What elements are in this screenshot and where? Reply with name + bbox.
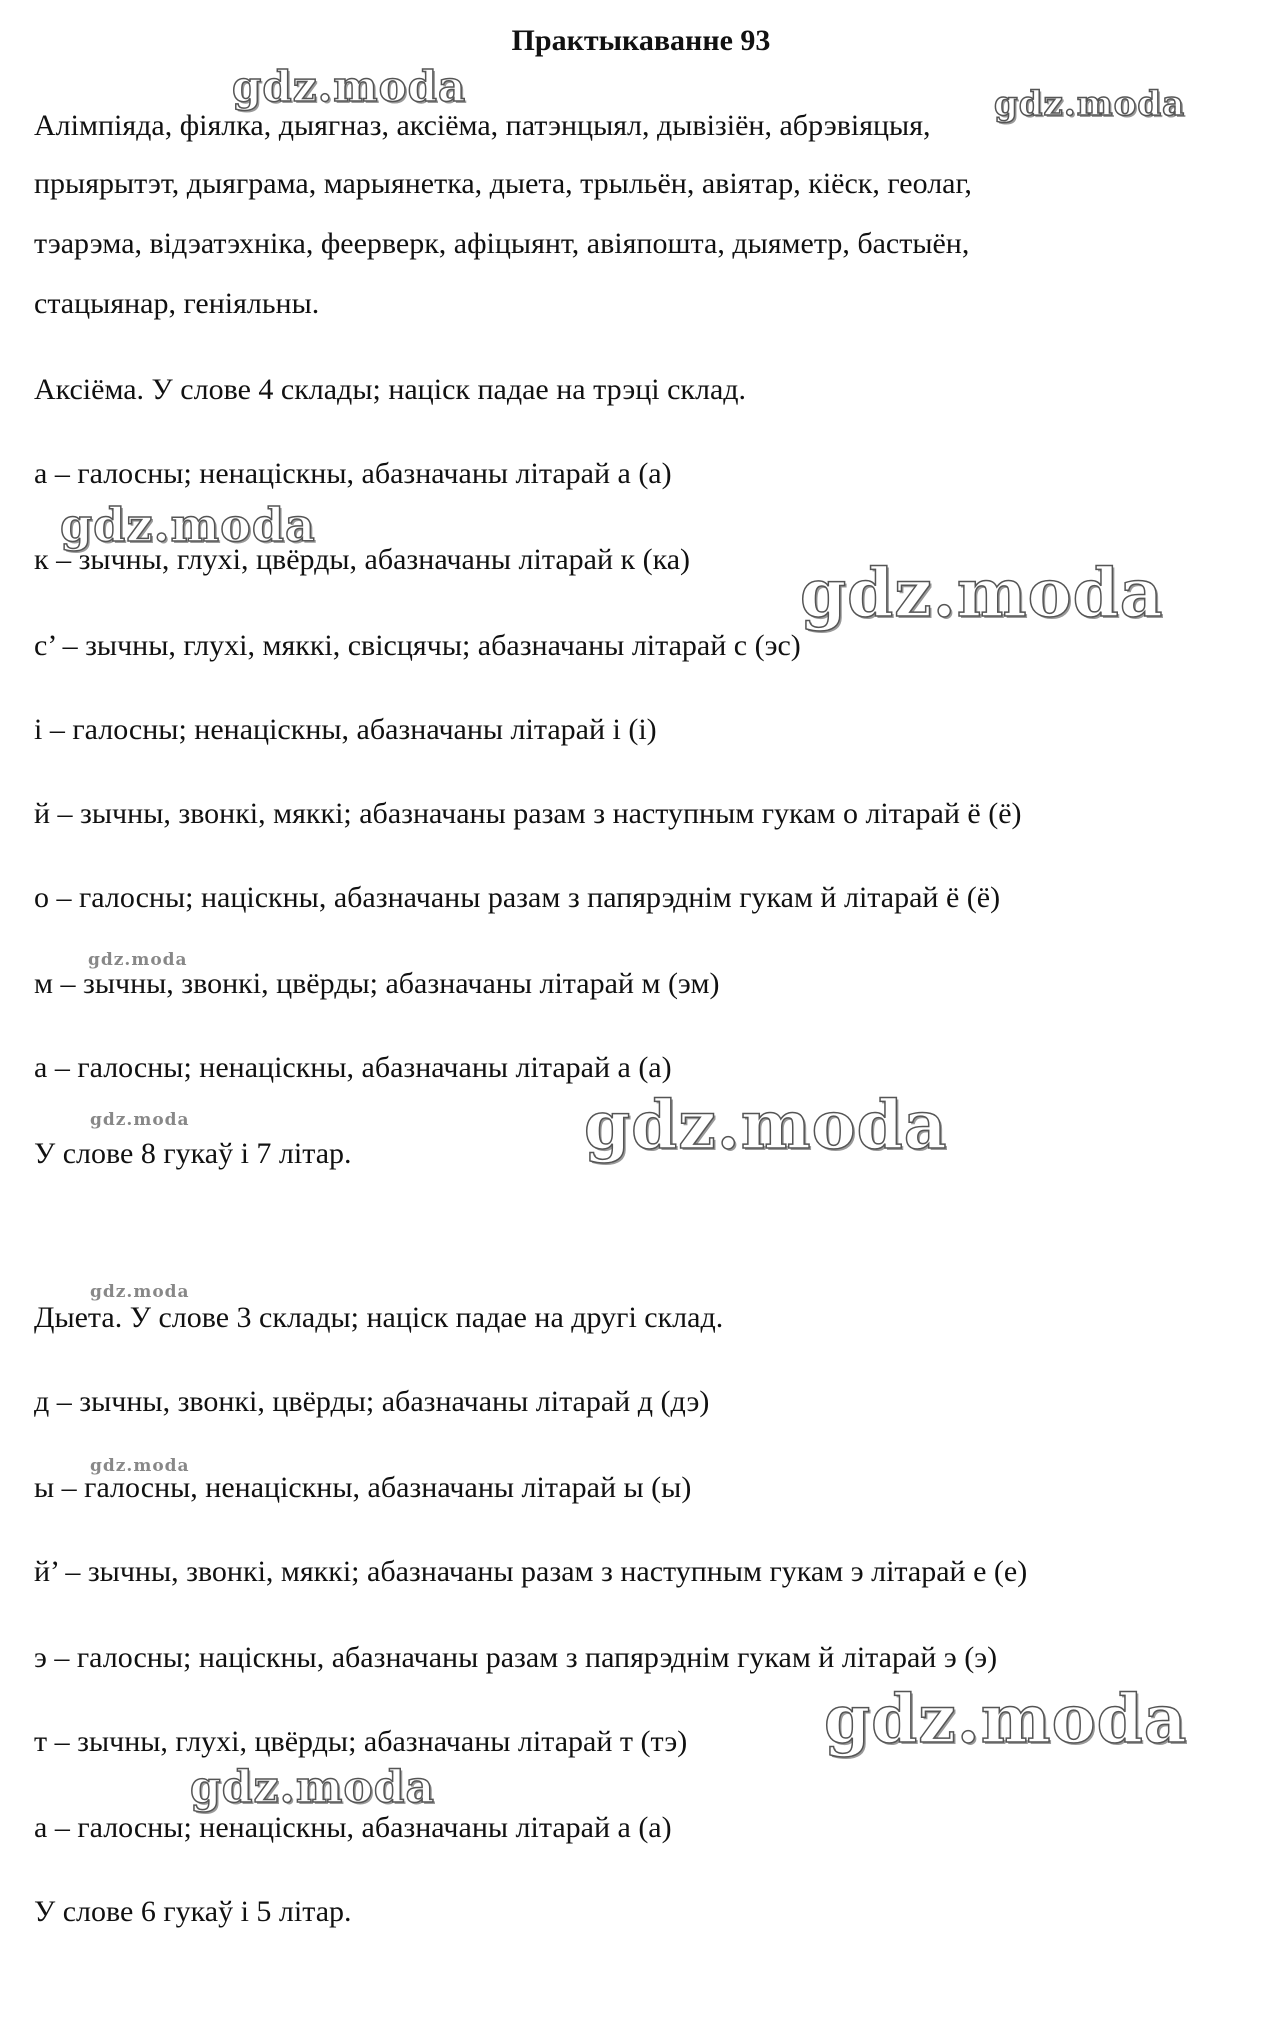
sound-line: а – галосны; ненаціскны, абазначаны літарай а (а) bbox=[34, 1051, 672, 1084]
sound-line: м – зычны, звонкі, цвёрды; абазначаны літарай м (эм) bbox=[34, 967, 720, 1000]
word-list-line: прыярытэт, дыяграма, марыянетка, дыета, трыльён, авіятар, кіёск, геолаг, bbox=[34, 167, 972, 200]
sound-line: к – зычны, глухі, цвёрды, абазначаны літарай к (ка) bbox=[34, 543, 691, 576]
sound-line: і – галосны; ненаціскны, абазначаны літарай і (і) bbox=[34, 713, 657, 746]
sound-line: э – галосны; націскны, абазначаны разам з папярэднім гукам й літарай э (э) bbox=[34, 1641, 998, 1674]
watermark: gdz.moda bbox=[90, 1456, 190, 1476]
watermark: gdz.moda bbox=[60, 498, 316, 552]
analysis-heading: Дыета. У слове 3 склады; націск падае на другі склад. bbox=[34, 1301, 724, 1334]
watermark: gdz.moda bbox=[88, 950, 188, 970]
sound-line: т – зычны, глухі, цвёрды; абазначаны літарай т (тэ) bbox=[34, 1725, 688, 1758]
word-list-line: тэарэма, відэатэхніка, феерверк, афіцыянт, авіяпошта, дыяметр, бастыён, bbox=[34, 227, 970, 260]
watermark: gdz.moda bbox=[232, 62, 467, 111]
watermark: gdz.moda bbox=[584, 1086, 948, 1164]
sound-line: а – галосны; ненаціскны, абазначаны літарай а (а) bbox=[34, 1811, 672, 1844]
analysis-summary: У слове 8 гукаў і 7 літар. bbox=[34, 1137, 352, 1170]
sound-line: а – галосны; ненаціскны, абазначаны літарай а (а) bbox=[34, 457, 672, 490]
sound-line: ы – галосны, ненаціскны, абазначаны літарай ы (ы) bbox=[34, 1471, 692, 1504]
sound-line: о – галосны; націскны, абазначаны разам з папярэднім гукам й літарай ё (ё) bbox=[34, 881, 1001, 914]
watermark: gdz.moda bbox=[824, 1680, 1188, 1758]
sound-line: д – зычны, звонкі, цвёрды; абазначаны літарай д (дэ) bbox=[34, 1385, 710, 1418]
analysis-heading: Аксіёма. У слове 4 склады; націск падае на трэці склад. bbox=[34, 373, 747, 406]
analysis-summary: У слове 6 гукаў і 5 літар. bbox=[34, 1895, 352, 1928]
watermark: gdz.moda bbox=[90, 1110, 190, 1130]
sound-line: с’ – зычны, глухі, мяккі, свісцячы; абазначаны літарай с (эс) bbox=[34, 629, 801, 662]
sound-line: й – зычны, звонкі, мяккі; абазначаны разам з наступным гукам о літарай ё (ё) bbox=[34, 797, 1022, 830]
word-list-line: стацыянар, геніяльны. bbox=[34, 287, 320, 320]
watermark: gdz.moda bbox=[90, 1282, 190, 1302]
sound-line: й’ – зычны, звонкі, мяккі; абазначаны разам з наступным гукам э літарай е (е) bbox=[34, 1555, 1028, 1588]
watermark: gdz.moda bbox=[800, 554, 1164, 632]
watermark: gdz.moda bbox=[994, 84, 1186, 124]
word-list-line: Алімпіяда, фіялка, дыягназ, аксіёма, патэнцыял, дывізіён, абрэвіяцыя, bbox=[34, 109, 931, 142]
watermark: gdz.moda bbox=[190, 1762, 436, 1813]
page-title: Практыкаванне 93 bbox=[511, 24, 771, 57]
